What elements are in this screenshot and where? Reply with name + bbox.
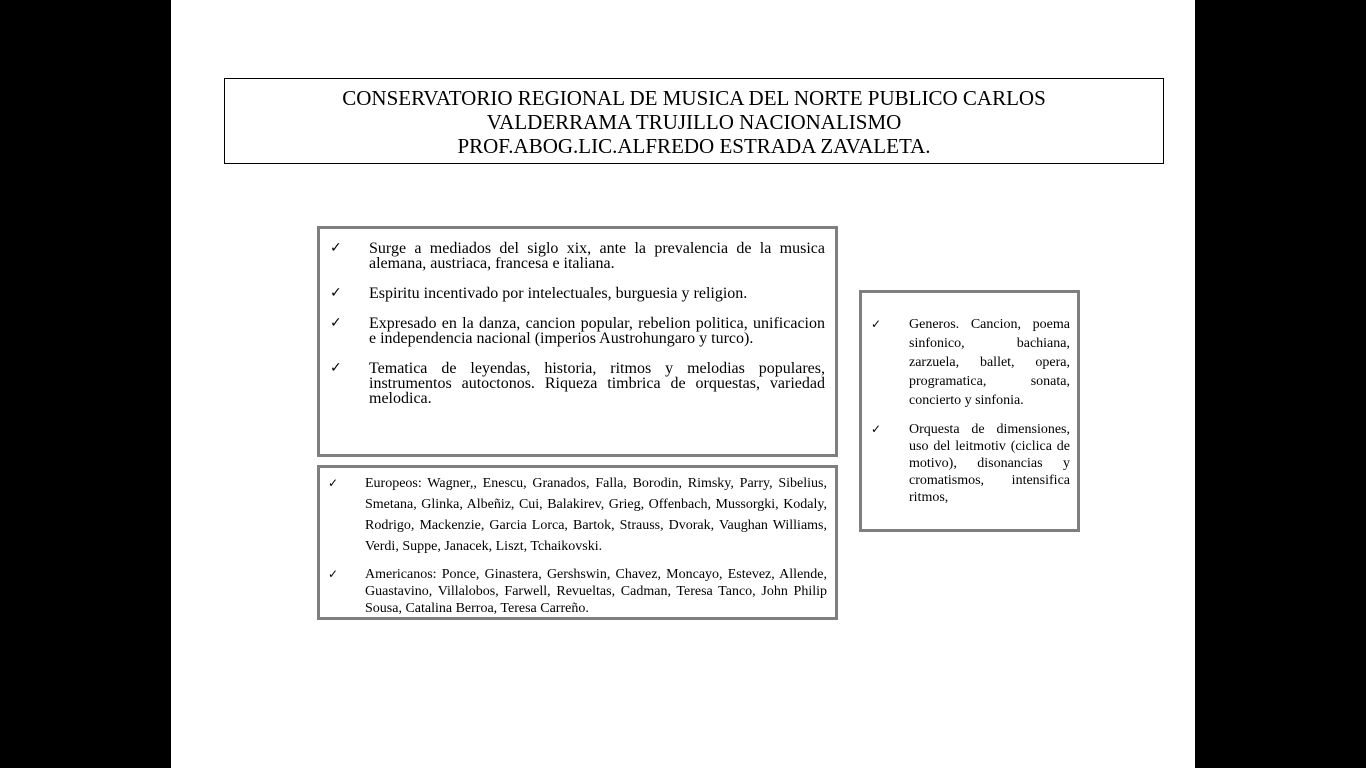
list-item-text: Espiritu incentivado por intelectuales, burguesia y religion. [369,285,748,302]
checkmark-icon: ✓ [871,422,882,436]
checkmark-icon: ✓ [871,317,882,331]
title-line-3: PROF.ABOG.LIC.ALFREDO ESTRADA ZAVALETA. [457,134,931,158]
list-item [328,286,825,301]
checkmark-icon: ✓ [330,285,342,301]
checkmark-icon: ✓ [330,240,342,256]
list-item-text: Expresado en la danza, cancion popular, rebelion politica, unificacion e independencia nacional (imperios Austrohungaro y turco). [369,315,825,347]
title-box [224,78,1164,164]
list-item [326,566,827,617]
list-item [328,316,825,346]
list-item-text: Surge a mediados del siglo xix, ante la prevalencia de la musica alemana, austriaca, francesa e italiana. [369,240,825,272]
list-item-text: Tematica de leyendas, historia, ritmos y melodias populares, instrumentos autoctonos. Riqueza timbrica de orquestas, variedad melodica. [369,360,825,407]
checkmark-icon: ✓ [330,315,342,331]
list-item [328,241,825,271]
list-item [869,315,1070,410]
genres-panel [859,290,1080,532]
title-line-1: CONSERVATORIO REGIONAL DE MUSICA DEL NORTE PUBLICO CARLOS [342,86,1046,110]
checkmark-icon: ✓ [328,567,339,581]
list-item-text: Generos. Cancion, poema sinfonico, bachiana, zarzuela, ballet, opera, programatica, sonata, concierto y sinfonia. [909,317,1070,408]
list-item [326,473,827,557]
list-item-text: Orquesta de dimensiones, uso del leitmotiv (ciclica de motivo), disonancias y cromatismos, intensifica ritmos, [909,422,1070,505]
list-item [328,361,825,406]
list-item-text: Europeos: Wagner,, Enescu, Granados, Falla, Borodin, Rimsky, Parry, Sibelius, Smetana, Glinka, Albeñiz, Cui, Balakirev, Grieg, Offenbach, Mussorgki, Kodaly, Rodrigo, Mackenzie, Garcia Lorca, Bartok, Strauss, Dvorak, Vaughan Williams, Verdi, Suppe, Janacek, Liszt, Tchaikovski. [365,476,827,554]
list-item [869,421,1070,506]
composers-panel [317,465,838,620]
checkmark-icon: ✓ [330,360,342,376]
title-line-2: VALDERRAMA TRUJILLO NACIONALISMO [486,110,902,134]
checkmark-icon: ✓ [328,476,339,490]
list-item-text: Americanos: Ponce, Ginastera, Gershswin, Chavez, Moncayo, Estevez, Allende, Guastavino, Villalobos, Farwell, Revueltas, Cadman, Teresa Tanco, John Philip Sousa, Catalina Berroa, Teresa Carreño. [365,567,827,616]
characteristics-panel [317,226,838,457]
slide [171,0,1195,768]
